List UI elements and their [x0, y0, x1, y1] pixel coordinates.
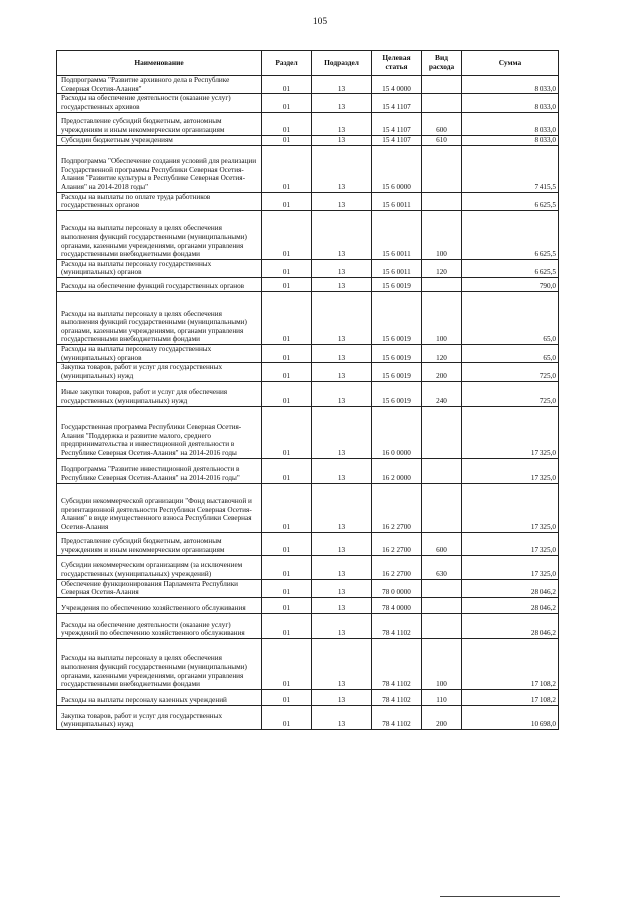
col-header-razdel: Раздел — [262, 51, 312, 76]
cell-name: Субсидии некоммерческим организациям (за исключением государственных (муниципальных) учреждений) — [57, 555, 262, 579]
cell-name: Закупка товаров, работ и услуг для государственных (муниципальных) нужд — [57, 705, 262, 729]
col-header-podrazdel: Подраздел — [312, 51, 372, 76]
cell-statya: 78 0 0000 — [372, 579, 422, 597]
cell-summa: 17 108,2 — [462, 638, 559, 689]
cell-summa: 725,0 — [462, 363, 559, 381]
cell-razdel: 01 — [262, 210, 312, 259]
table-row — [57, 94, 559, 112]
cell-podrazdel: 13 — [312, 705, 372, 729]
cell-statya: 15 6 0011 — [372, 210, 422, 259]
cell-vid — [422, 483, 462, 532]
cell-statya: 15 6 0019 — [372, 278, 422, 292]
budget-table — [56, 50, 559, 730]
cell-name: Подпрограмма "Обеспечение создания условий для реализации Государственной программы Республики Северная Осетия-Алания "Развитие культуры в Республике Северная Осетия-Алания" на 2014-2018 годы" — [57, 145, 262, 192]
cell-razdel: 01 — [262, 278, 312, 292]
cell-statya: 78 4 1102 — [372, 638, 422, 689]
cell-podrazdel: 13 — [312, 112, 372, 135]
cell-vid — [422, 613, 462, 638]
cell-razdel: 01 — [262, 613, 312, 638]
cell-name: Обеспечение функционирования Парламента Республики Северная Осетия-Алания — [57, 579, 262, 597]
cell-summa: 6 625,5 — [462, 210, 559, 259]
cell-summa: 6 625,5 — [462, 259, 559, 277]
cell-razdel: 01 — [262, 381, 312, 406]
cell-podrazdel: 13 — [312, 76, 372, 94]
cell-summa: 7 415,5 — [462, 145, 559, 192]
cell-name: Подпрограмма "Развитие инвестиционной деятельности в Республике Северная Осетия-Алания" на 2014-2016 годы" — [57, 458, 262, 483]
table-row — [57, 210, 559, 259]
table-row — [57, 259, 559, 277]
table-row — [57, 689, 559, 705]
table-row — [57, 579, 559, 597]
cell-summa: 28 046,2 — [462, 597, 559, 613]
cell-vid: 200 — [422, 705, 462, 729]
cell-razdel: 01 — [262, 259, 312, 277]
cell-name: Расходы на выплаты персоналу в целях обеспечения выполнения функций государственными (муниципальными) органами, казенными учреждениями, органами управления государственными внебюджетными фондами — [57, 210, 262, 259]
cell-razdel: 01 — [262, 579, 312, 597]
table-row — [57, 705, 559, 729]
cell-razdel: 01 — [262, 689, 312, 705]
cell-vid — [422, 579, 462, 597]
cell-statya: 15 6 0019 — [372, 345, 422, 363]
cell-statya: 15 6 0019 — [372, 381, 422, 406]
table-row — [57, 292, 559, 345]
cell-vid: 600 — [422, 532, 462, 555]
cell-vid: 200 — [422, 363, 462, 381]
cell-razdel: 01 — [262, 705, 312, 729]
cell-summa: 65,0 — [462, 292, 559, 345]
cell-summa: 790,0 — [462, 278, 559, 292]
cell-podrazdel: 13 — [312, 597, 372, 613]
cell-name: Расходы на обеспечение функций государственных органов — [57, 278, 262, 292]
cell-podrazdel: 13 — [312, 145, 372, 192]
cell-summa: 10 698,0 — [462, 705, 559, 729]
cell-podrazdel: 13 — [312, 345, 372, 363]
bottom-rule — [440, 896, 560, 897]
cell-summa: 6 625,5 — [462, 192, 559, 210]
table-row — [57, 135, 559, 145]
cell-vid: 100 — [422, 638, 462, 689]
cell-name: Закупка товаров, работ и услуг для государственных (муниципальных) нужд — [57, 363, 262, 381]
cell-name: Расходы на обеспечение деятельности (оказание услуг) учреждений по обеспечению хозяйственного обслуживания — [57, 613, 262, 638]
cell-vid — [422, 458, 462, 483]
cell-statya: 15 6 0019 — [372, 292, 422, 345]
cell-razdel: 01 — [262, 458, 312, 483]
cell-vid — [422, 597, 462, 613]
cell-summa: 17 108,2 — [462, 689, 559, 705]
cell-statya: 15 6 0019 — [372, 363, 422, 381]
cell-name: Расходы на выплаты персоналу государственных (муниципальных) органов — [57, 259, 262, 277]
col-header-vid: Вид расхода — [422, 51, 462, 76]
cell-vid — [422, 76, 462, 94]
cell-podrazdel: 13 — [312, 363, 372, 381]
table-row — [57, 555, 559, 579]
cell-name: Субсидии бюджетным учреждениям — [57, 135, 262, 145]
table-row — [57, 192, 559, 210]
cell-razdel: 01 — [262, 597, 312, 613]
cell-name: Предоставление субсидий бюджетным, автономным учреждениям и иным некоммерческим организациям — [57, 112, 262, 135]
cell-razdel: 01 — [262, 145, 312, 192]
table-row — [57, 597, 559, 613]
cell-vid — [422, 278, 462, 292]
cell-statya: 78 4 1102 — [372, 613, 422, 638]
table-row — [57, 345, 559, 363]
cell-podrazdel: 13 — [312, 532, 372, 555]
cell-vid: 610 — [422, 135, 462, 145]
cell-vid: 110 — [422, 689, 462, 705]
cell-statya: 16 2 2700 — [372, 483, 422, 532]
table-row — [57, 145, 559, 192]
cell-razdel: 01 — [262, 638, 312, 689]
cell-razdel: 01 — [262, 532, 312, 555]
cell-podrazdel: 13 — [312, 483, 372, 532]
cell-razdel: 01 — [262, 192, 312, 210]
cell-summa: 8 033,0 — [462, 112, 559, 135]
cell-name: Учреждения по обеспечению хозяйственного обслуживания — [57, 597, 262, 613]
cell-podrazdel: 13 — [312, 94, 372, 112]
cell-statya: 15 6 0011 — [372, 192, 422, 210]
cell-name: Расходы на выплаты персоналу казенных учреждений — [57, 689, 262, 705]
cell-summa: 8 033,0 — [462, 94, 559, 112]
cell-podrazdel: 13 — [312, 689, 372, 705]
cell-podrazdel: 13 — [312, 458, 372, 483]
cell-statya: 16 2 0000 — [372, 458, 422, 483]
cell-podrazdel: 13 — [312, 135, 372, 145]
cell-podrazdel: 13 — [312, 579, 372, 597]
col-header-statya: Целевая статья — [372, 51, 422, 76]
cell-summa: 8 033,0 — [462, 135, 559, 145]
cell-razdel: 01 — [262, 555, 312, 579]
table-row — [57, 112, 559, 135]
table-row — [57, 458, 559, 483]
cell-razdel: 01 — [262, 406, 312, 458]
table-row — [57, 76, 559, 94]
cell-razdel: 01 — [262, 76, 312, 94]
cell-statya: 15 4 1107 — [372, 135, 422, 145]
cell-vid: 120 — [422, 345, 462, 363]
cell-statya: 16 0 0000 — [372, 406, 422, 458]
cell-podrazdel: 13 — [312, 278, 372, 292]
cell-podrazdel: 13 — [312, 381, 372, 406]
table-header-row — [57, 51, 559, 76]
cell-statya: 78 4 0000 — [372, 597, 422, 613]
cell-summa: 28 046,2 — [462, 613, 559, 638]
cell-statya: 15 4 1107 — [372, 112, 422, 135]
cell-summa: 17 325,0 — [462, 555, 559, 579]
cell-podrazdel: 13 — [312, 638, 372, 689]
table-row — [57, 406, 559, 458]
cell-name: Субсидии некоммерческой организации "Фонд выставочной и презентационной деятельности Республики Северная Осетия-Алания" в виде имущественного взноса Республики Северная Осетия-Алания — [57, 483, 262, 532]
cell-podrazdel: 13 — [312, 192, 372, 210]
cell-podrazdel: 13 — [312, 292, 372, 345]
cell-statya: 15 6 0011 — [372, 259, 422, 277]
cell-name: Государственная программа Республики Северная Осетия-Алания "Поддержка и развитие малого, среднего предпринимательства и инвестиционной деятельности в Республике Северная Осетия-Алания" на 2014-2016 годы — [57, 406, 262, 458]
cell-vid: 100 — [422, 292, 462, 345]
table-row — [57, 381, 559, 406]
table-row — [57, 278, 559, 292]
cell-name: Расходы на выплаты персоналу в целях обеспечения выполнения функций государственными (муниципальными) органами, казенными учреждениями, органами управления государственными внебюджетными фондами — [57, 638, 262, 689]
cell-summa: 17 325,0 — [462, 406, 559, 458]
cell-razdel: 01 — [262, 345, 312, 363]
cell-summa: 65,0 — [462, 345, 559, 363]
cell-vid: 600 — [422, 112, 462, 135]
cell-statya: 78 4 1102 — [372, 705, 422, 729]
cell-name: Расходы на выплаты персоналу в целях обеспечения выполнения функций государственными (муниципальными) органами, казенными учреждениями, органами управления государственными внебюджетными фондами — [57, 292, 262, 345]
cell-name: Предоставление субсидий бюджетным, автономным учреждениям и иным некоммерческим организациям — [57, 532, 262, 555]
cell-name: Расходы на выплаты по оплате труда работников государственных органов — [57, 192, 262, 210]
cell-summa: 17 325,0 — [462, 458, 559, 483]
cell-name: Подпрограмма "Развитие архивного дела в Республике Северная Осетия-Алания" — [57, 76, 262, 94]
cell-statya: 16 2 2700 — [372, 532, 422, 555]
cell-vid: 240 — [422, 381, 462, 406]
cell-razdel: 01 — [262, 112, 312, 135]
cell-podrazdel: 13 — [312, 210, 372, 259]
cell-statya: 16 2 2700 — [372, 555, 422, 579]
cell-razdel: 01 — [262, 363, 312, 381]
col-header-summa: Сумма — [462, 51, 559, 76]
cell-vid: 120 — [422, 259, 462, 277]
cell-podrazdel: 13 — [312, 613, 372, 638]
table-row — [57, 363, 559, 381]
table-row — [57, 638, 559, 689]
cell-podrazdel: 13 — [312, 555, 372, 579]
cell-statya: 78 4 1102 — [372, 689, 422, 705]
cell-name: Расходы на обеспечение деятельности (оказание услуг) государственных архивов — [57, 94, 262, 112]
table-row — [57, 532, 559, 555]
cell-statya: 15 4 0000 — [372, 76, 422, 94]
cell-statya: 15 6 0000 — [372, 145, 422, 192]
cell-vid — [422, 406, 462, 458]
table-row — [57, 483, 559, 532]
cell-summa: 725,0 — [462, 381, 559, 406]
cell-podrazdel: 13 — [312, 259, 372, 277]
cell-vid: 630 — [422, 555, 462, 579]
cell-podrazdel: 13 — [312, 406, 372, 458]
cell-summa: 28 046,2 — [462, 579, 559, 597]
page-number: 105 — [312, 17, 328, 27]
cell-razdel: 01 — [262, 135, 312, 145]
cell-razdel: 01 — [262, 292, 312, 345]
cell-razdel: 01 — [262, 94, 312, 112]
table-row — [57, 613, 559, 638]
cell-vid: 100 — [422, 210, 462, 259]
cell-razdel: 01 — [262, 483, 312, 532]
cell-vid — [422, 192, 462, 210]
cell-summa: 17 325,0 — [462, 532, 559, 555]
cell-vid — [422, 94, 462, 112]
cell-name: Расходы на выплаты персоналу государственных (муниципальных) органов — [57, 345, 262, 363]
cell-name: Иные закупки товаров, работ и услуг для обеспечения государственных (муниципальных) нужд — [57, 381, 262, 406]
cell-summa: 17 325,0 — [462, 483, 559, 532]
cell-vid — [422, 145, 462, 192]
col-header-name: Наименование — [57, 51, 262, 76]
cell-summa: 8 033,0 — [462, 76, 559, 94]
cell-statya: 15 4 1107 — [372, 94, 422, 112]
